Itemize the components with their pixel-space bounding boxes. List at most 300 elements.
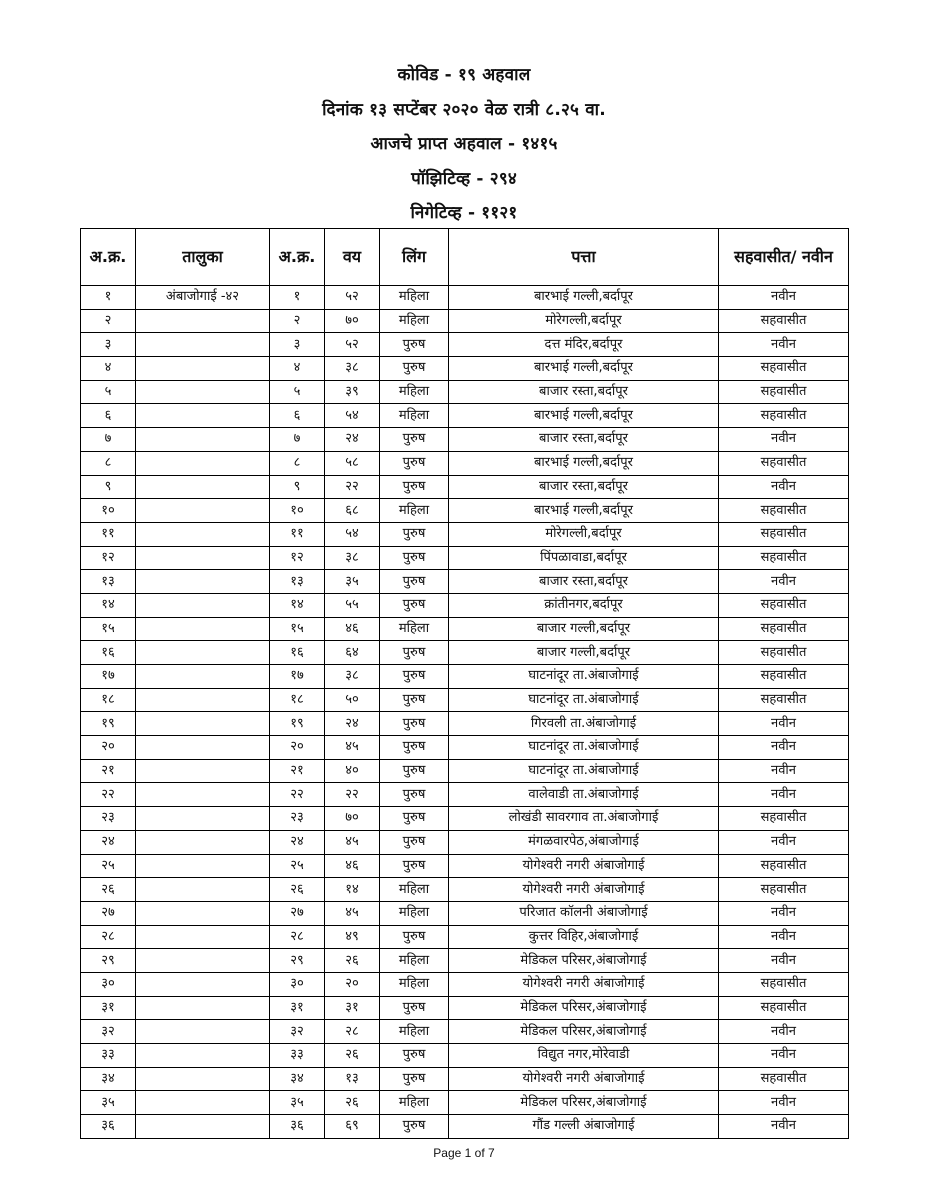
sub-serial-cell: १७ <box>270 665 325 689</box>
gender-cell: पुरुष <box>380 522 449 546</box>
report-date: दिनांक १३ सप्टेंबर २०२० वेळ रात्री ८.२५ वा. <box>322 99 606 120</box>
table-row <box>81 499 849 523</box>
table-row <box>81 357 849 381</box>
status-cell: सहवासीत <box>719 688 849 712</box>
sub-serial-cell: १९ <box>270 712 325 736</box>
status-cell: सहवासीत <box>719 996 849 1020</box>
table-row <box>81 949 849 973</box>
sub-serial-cell: ७ <box>270 428 325 452</box>
serial-cell: ३३ <box>81 1044 136 1068</box>
address-cell: बारभाई गल्ली,बर्दापूर <box>449 404 719 428</box>
table-row <box>81 925 849 949</box>
sub-serial-cell: ३ <box>270 333 325 357</box>
column-header: सहवासीत/ नवीन <box>719 229 849 286</box>
table-row <box>81 665 849 689</box>
age-cell: ६९ <box>325 1115 380 1139</box>
address-cell: घाटनांदूर ता.अंबाजोगाई <box>449 736 719 760</box>
sub-serial-cell: ३६ <box>270 1115 325 1139</box>
address-cell: बाजार रस्ता,बर्दापूर <box>449 570 719 594</box>
status-cell: नवीन <box>719 830 849 854</box>
gender-cell: पुरुष <box>380 830 449 854</box>
age-cell: ५० <box>325 688 380 712</box>
status-cell: नवीन <box>719 286 849 310</box>
serial-cell: २६ <box>81 878 136 902</box>
address-cell: वालेवाडी ता.अंबाजोगाई <box>449 783 719 807</box>
table-row <box>81 333 849 357</box>
gender-cell: पुरुष <box>380 451 449 475</box>
taluka-cell <box>136 404 270 428</box>
sub-serial-cell: १६ <box>270 641 325 665</box>
table-row <box>81 641 849 665</box>
taluka-cell <box>136 380 270 404</box>
sub-serial-cell: २२ <box>270 783 325 807</box>
serial-cell: १८ <box>81 688 136 712</box>
status-cell: नवीन <box>719 475 849 499</box>
address-cell: मेडिकल परिसर,अंबाजोगाई <box>449 1091 719 1115</box>
serial-cell: ३४ <box>81 1067 136 1091</box>
address-cell: घाटनांदूर ता.अंबाजोगाई <box>449 688 719 712</box>
taluka-cell <box>136 736 270 760</box>
sub-serial-cell: ३० <box>270 972 325 996</box>
gender-cell: महिला <box>380 617 449 641</box>
positive-count: पॉझिटिव्ह - २९४ <box>411 168 517 189</box>
sub-serial-cell: २६ <box>270 878 325 902</box>
sub-serial-cell: ३१ <box>270 996 325 1020</box>
column-header: लिंग <box>380 229 449 286</box>
serial-cell: १६ <box>81 641 136 665</box>
age-cell: ५२ <box>325 286 380 310</box>
sub-serial-cell: ५ <box>270 380 325 404</box>
serial-cell: ४ <box>81 357 136 381</box>
address-cell: गौंड गल्ली अंबाजोगाई <box>449 1115 719 1139</box>
address-cell: बारभाई गल्ली,बर्दापूर <box>449 286 719 310</box>
age-cell: ४९ <box>325 925 380 949</box>
status-cell: सहवासीत <box>719 972 849 996</box>
address-cell: बारभाई गल्ली,बर्दापूर <box>449 357 719 381</box>
table-row <box>81 807 849 831</box>
status-cell: नवीन <box>719 428 849 452</box>
taluka-cell <box>136 807 270 831</box>
taluka-cell <box>136 428 270 452</box>
address-cell: बाजार रस्ता,बर्दापूर <box>449 475 719 499</box>
address-cell: बाजार गल्ली,बर्दापूर <box>449 641 719 665</box>
age-cell: ३९ <box>325 380 380 404</box>
serial-cell: २४ <box>81 830 136 854</box>
table-row <box>81 878 849 902</box>
sub-serial-cell: ८ <box>270 451 325 475</box>
address-cell: बाजार गल्ली,बर्दापूर <box>449 617 719 641</box>
gender-cell: पुरुष <box>380 428 449 452</box>
taluka-cell <box>136 783 270 807</box>
serial-cell: ३१ <box>81 996 136 1020</box>
taluka-cell <box>136 309 270 333</box>
serial-cell: ३० <box>81 972 136 996</box>
taluka-cell <box>136 499 270 523</box>
age-cell: ५४ <box>325 404 380 428</box>
taluka-cell <box>136 972 270 996</box>
taluka-cell <box>136 854 270 878</box>
age-cell: ३८ <box>325 357 380 381</box>
taluka-cell <box>136 1067 270 1091</box>
serial-cell: २१ <box>81 759 136 783</box>
patients-table <box>80 228 849 1139</box>
address-cell: दत्त मंदिर,बर्दापूर <box>449 333 719 357</box>
taluka-cell <box>136 665 270 689</box>
gender-cell: महिला <box>380 1020 449 1044</box>
gender-cell: महिला <box>380 404 449 428</box>
gender-cell: पुरुष <box>380 996 449 1020</box>
status-cell: नवीन <box>719 1091 849 1115</box>
status-cell: नवीन <box>719 925 849 949</box>
serial-cell: २७ <box>81 901 136 925</box>
sub-serial-cell: २९ <box>270 949 325 973</box>
gender-cell: पुरुष <box>380 1115 449 1139</box>
address-cell: विद्युत नगर,मोरेवाडी <box>449 1044 719 1068</box>
sub-serial-cell: ६ <box>270 404 325 428</box>
age-cell: ४५ <box>325 736 380 760</box>
table-header-row <box>81 229 849 286</box>
gender-cell: पुरुष <box>380 925 449 949</box>
address-cell: बारभाई गल्ली,बर्दापूर <box>449 499 719 523</box>
sub-serial-cell: २ <box>270 309 325 333</box>
serial-cell: १३ <box>81 570 136 594</box>
address-cell: योगेश्वरी नगरी अंबाजोगाई <box>449 1067 719 1091</box>
serial-cell: ८ <box>81 451 136 475</box>
table-row <box>81 428 849 452</box>
table-row <box>81 972 849 996</box>
serial-cell: ३ <box>81 333 136 357</box>
sub-serial-cell: २४ <box>270 830 325 854</box>
address-cell: घाटनांदूर ता.अंबाजोगाई <box>449 759 719 783</box>
table-row <box>81 309 849 333</box>
report-title: कोविड - १९ अहवाल <box>397 65 531 85</box>
gender-cell: पुरुष <box>380 593 449 617</box>
serial-cell: २८ <box>81 925 136 949</box>
serial-cell: ३२ <box>81 1020 136 1044</box>
gender-cell: महिला <box>380 1091 449 1115</box>
sub-serial-cell: २५ <box>270 854 325 878</box>
serial-cell: ११ <box>81 522 136 546</box>
table-row <box>81 617 849 641</box>
age-cell: ३१ <box>325 996 380 1020</box>
taluka-cell <box>136 522 270 546</box>
status-cell: सहवासीत <box>719 546 849 570</box>
gender-cell: पुरुष <box>380 475 449 499</box>
gender-cell: पुरुष <box>380 333 449 357</box>
column-header: पत्ता <box>449 229 719 286</box>
age-cell: २० <box>325 972 380 996</box>
address-cell: योगेश्वरी नगरी अंबाजोगाई <box>449 972 719 996</box>
age-cell: ५२ <box>325 333 380 357</box>
column-header: अ.क्र. <box>81 229 136 286</box>
table-row <box>81 759 849 783</box>
status-cell: नवीन <box>719 712 849 736</box>
status-cell: सहवासीत <box>719 1067 849 1091</box>
table-row <box>81 1044 849 1068</box>
sub-serial-cell: ९ <box>270 475 325 499</box>
gender-cell: पुरुष <box>380 854 449 878</box>
taluka-cell <box>136 712 270 736</box>
status-cell: सहवासीत <box>719 641 849 665</box>
gender-cell: पुरुष <box>380 1044 449 1068</box>
serial-cell: ७ <box>81 428 136 452</box>
gender-cell: महिला <box>380 380 449 404</box>
sub-serial-cell: १४ <box>270 593 325 617</box>
address-cell: क्रांतीनगर,बर्दापूर <box>449 593 719 617</box>
status-cell: नवीन <box>719 759 849 783</box>
age-cell: ४६ <box>325 617 380 641</box>
age-cell: २८ <box>325 1020 380 1044</box>
status-cell: नवीन <box>719 783 849 807</box>
age-cell: ६८ <box>325 499 380 523</box>
age-cell: २६ <box>325 1044 380 1068</box>
taluka-cell <box>136 1020 270 1044</box>
status-cell: सहवासीत <box>719 309 849 333</box>
gender-cell: पुरुष <box>380 783 449 807</box>
status-cell: सहवासीत <box>719 593 849 617</box>
gender-cell: पुरुष <box>380 712 449 736</box>
status-cell: नवीन <box>719 1115 849 1139</box>
taluka-cell <box>136 475 270 499</box>
age-cell: २२ <box>325 475 380 499</box>
status-cell: सहवासीत <box>719 357 849 381</box>
taluka-cell <box>136 925 270 949</box>
serial-cell: १७ <box>81 665 136 689</box>
age-cell: २२ <box>325 783 380 807</box>
age-cell: ७० <box>325 309 380 333</box>
status-cell: नवीन <box>719 1044 849 1068</box>
taluka-cell <box>136 878 270 902</box>
address-cell: मोरेगल्ली,बर्दापूर <box>449 309 719 333</box>
gender-cell: महिला <box>380 878 449 902</box>
status-cell: नवीन <box>719 901 849 925</box>
table-row <box>81 404 849 428</box>
taluka-cell <box>136 357 270 381</box>
address-cell: गिरवली ता.अंबाजोगाई <box>449 712 719 736</box>
age-cell: २६ <box>325 1091 380 1115</box>
taluka-cell <box>136 996 270 1020</box>
status-cell: सहवासीत <box>719 807 849 831</box>
status-cell: नवीन <box>719 949 849 973</box>
gender-cell: पुरुष <box>380 641 449 665</box>
negative-count: निगेटिव्ह - ११२१ <box>410 203 518 223</box>
column-header: वय <box>325 229 380 286</box>
sub-serial-cell: १८ <box>270 688 325 712</box>
serial-cell: २ <box>81 309 136 333</box>
sub-serial-cell: ३५ <box>270 1091 325 1115</box>
sub-serial-cell: २३ <box>270 807 325 831</box>
sub-serial-cell: १३ <box>270 570 325 594</box>
report-header <box>0 58 928 231</box>
status-cell: नवीन <box>719 333 849 357</box>
gender-cell: पुरुष <box>380 1067 449 1091</box>
taluka-cell <box>136 688 270 712</box>
address-cell: पिंपळावाडा,बर्दापूर <box>449 546 719 570</box>
serial-cell: ३६ <box>81 1115 136 1139</box>
table-row <box>81 1020 849 1044</box>
age-cell: ६४ <box>325 641 380 665</box>
table-row <box>81 380 849 404</box>
age-cell: १४ <box>325 878 380 902</box>
serial-cell: २२ <box>81 783 136 807</box>
gender-cell: पुरुष <box>380 759 449 783</box>
table-row <box>81 783 849 807</box>
status-cell: सहवासीत <box>719 617 849 641</box>
age-cell: २४ <box>325 428 380 452</box>
status-cell: सहवासीत <box>719 451 849 475</box>
table-row <box>81 1115 849 1139</box>
table-row <box>81 451 849 475</box>
taluka-cell <box>136 949 270 973</box>
age-cell: ३८ <box>325 546 380 570</box>
serial-cell: १२ <box>81 546 136 570</box>
taluka-cell <box>136 333 270 357</box>
table-row <box>81 546 849 570</box>
taluka-cell <box>136 1044 270 1068</box>
age-cell: ५४ <box>325 522 380 546</box>
taluka-cell <box>136 617 270 641</box>
taluka-cell <box>136 1115 270 1139</box>
taluka-cell <box>136 451 270 475</box>
gender-cell: पुरुष <box>380 357 449 381</box>
sub-serial-cell: २१ <box>270 759 325 783</box>
gender-cell: पुरुष <box>380 688 449 712</box>
status-cell: सहवासीत <box>719 499 849 523</box>
sub-serial-cell: ११ <box>270 522 325 546</box>
sub-serial-cell: १० <box>270 499 325 523</box>
taluka-cell <box>136 546 270 570</box>
serial-cell: १० <box>81 499 136 523</box>
column-header: अ.क्र. <box>270 229 325 286</box>
age-cell: १३ <box>325 1067 380 1091</box>
serial-cell: १९ <box>81 712 136 736</box>
serial-cell: २० <box>81 736 136 760</box>
sub-serial-cell: २० <box>270 736 325 760</box>
address-cell: बाजार रस्ता,बर्दापूर <box>449 428 719 452</box>
address-cell: योगेश्वरी नगरी अंबाजोगाई <box>449 854 719 878</box>
gender-cell: महिला <box>380 972 449 996</box>
address-cell: कुत्तर विहिर,अंबाजोगाई <box>449 925 719 949</box>
sub-serial-cell: ३३ <box>270 1044 325 1068</box>
sub-serial-cell: ४ <box>270 357 325 381</box>
address-cell: योगेश्वरी नगरी अंबाजोगाई <box>449 878 719 902</box>
serial-cell: १५ <box>81 617 136 641</box>
taluka-cell <box>136 830 270 854</box>
taluka-cell: अंबाजोगाई -४२ <box>136 286 270 310</box>
address-cell: मोरेगल्ली,बर्दापूर <box>449 522 719 546</box>
address-cell: मेडिकल परिसर,अंबाजोगाई <box>449 996 719 1020</box>
age-cell: ४५ <box>325 901 380 925</box>
table-row <box>81 522 849 546</box>
serial-cell: २३ <box>81 807 136 831</box>
table-row <box>81 1067 849 1091</box>
address-cell: बारभाई गल्ली,बर्दापूर <box>449 451 719 475</box>
age-cell: ३८ <box>325 665 380 689</box>
taluka-cell <box>136 570 270 594</box>
table-row <box>81 286 849 310</box>
status-cell: नवीन <box>719 570 849 594</box>
serial-cell: ९ <box>81 475 136 499</box>
serial-cell: ५ <box>81 380 136 404</box>
reports-received: आजचे प्राप्त अहवाल - १४१५ <box>370 134 558 154</box>
address-cell: बाजार रस्ता,बर्दापूर <box>449 380 719 404</box>
table-row <box>81 593 849 617</box>
taluka-cell <box>136 759 270 783</box>
table-body <box>81 286 849 1139</box>
table-row <box>81 901 849 925</box>
address-cell: मेडिकल परिसर,अंबाजोगाई <box>449 1020 719 1044</box>
table-row <box>81 854 849 878</box>
taluka-cell <box>136 901 270 925</box>
age-cell: ३५ <box>325 570 380 594</box>
table-row <box>81 475 849 499</box>
sub-serial-cell: ३४ <box>270 1067 325 1091</box>
gender-cell: महिला <box>380 949 449 973</box>
taluka-cell <box>136 593 270 617</box>
table-row <box>81 736 849 760</box>
table-row <box>81 830 849 854</box>
gender-cell: महिला <box>380 901 449 925</box>
table-row <box>81 1091 849 1115</box>
address-cell: मंगळवारपेठ,अंबाजोगाई <box>449 830 719 854</box>
sub-serial-cell: ३२ <box>270 1020 325 1044</box>
age-cell: २४ <box>325 712 380 736</box>
table-row <box>81 712 849 736</box>
sub-serial-cell: १ <box>270 286 325 310</box>
status-cell: नवीन <box>719 1020 849 1044</box>
table-row <box>81 996 849 1020</box>
serial-cell: १ <box>81 286 136 310</box>
age-cell: ५५ <box>325 593 380 617</box>
page-number: Page 1 of 7 <box>433 1146 495 1160</box>
serial-cell: २९ <box>81 949 136 973</box>
age-cell: ५८ <box>325 451 380 475</box>
taluka-cell <box>136 641 270 665</box>
sub-serial-cell: २८ <box>270 925 325 949</box>
column-header: तालुका <box>136 229 270 286</box>
age-cell: ४० <box>325 759 380 783</box>
gender-cell: पुरुष <box>380 736 449 760</box>
status-cell: सहवासीत <box>719 665 849 689</box>
sub-serial-cell: १२ <box>270 546 325 570</box>
age-cell: ४६ <box>325 854 380 878</box>
sub-serial-cell: २७ <box>270 901 325 925</box>
sub-serial-cell: १५ <box>270 617 325 641</box>
gender-cell: पुरुष <box>380 546 449 570</box>
serial-cell: ६ <box>81 404 136 428</box>
gender-cell: पुरुष <box>380 665 449 689</box>
status-cell: सहवासीत <box>719 522 849 546</box>
gender-cell: पुरुष <box>380 570 449 594</box>
age-cell: ७० <box>325 807 380 831</box>
status-cell: सहवासीत <box>719 380 849 404</box>
status-cell: सहवासीत <box>719 854 849 878</box>
address-cell: लोखंडी सावरगाव ता.अंबाजोगाई <box>449 807 719 831</box>
serial-cell: १४ <box>81 593 136 617</box>
address-cell: घाटनांदूर ता.अंबाजोगाई <box>449 665 719 689</box>
serial-cell: २५ <box>81 854 136 878</box>
address-cell: मेडिकल परिसर,अंबाजोगाई <box>449 949 719 973</box>
table-row <box>81 570 849 594</box>
gender-cell: महिला <box>380 309 449 333</box>
gender-cell: पुरुष <box>380 807 449 831</box>
serial-cell: ३५ <box>81 1091 136 1115</box>
age-cell: ४५ <box>325 830 380 854</box>
status-cell: नवीन <box>719 736 849 760</box>
address-cell: परिजात कॉलनी अंबाजोगाई <box>449 901 719 925</box>
age-cell: २६ <box>325 949 380 973</box>
status-cell: सहवासीत <box>719 404 849 428</box>
